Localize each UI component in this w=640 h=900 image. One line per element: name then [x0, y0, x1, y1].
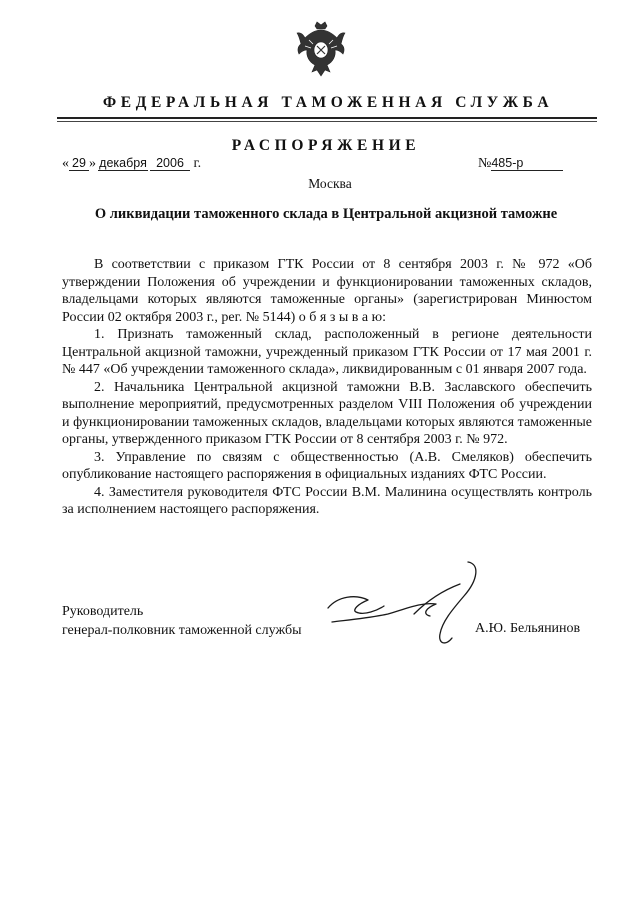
- signatory-title: [62, 602, 301, 640]
- body-paragraph-item-2: 2. Начальника Центральной акцизной таможни В.В. Заславского обеспечить выполнение мероприятий, предусмотренных разделом VIII Положения об учреждении и функционировании таможенных складов, владельцами которых являются таможенные органы, утвержденного приказом ГТК России от 8 сентября 2003 г. № 972.: [62, 379, 592, 447]
- header-rule-thin: [57, 121, 597, 122]
- signatory-title-line-1: Руководитель: [62, 604, 144, 619]
- date-month: декабря: [99, 156, 147, 170]
- signatory-title-line-2: генерал-полковник таможенной службы: [62, 623, 302, 638]
- date-year: 2006: [150, 156, 190, 171]
- date-close-quote: »: [89, 156, 96, 171]
- document-title: О ликвидации таможенного склада в Центральной акцизной таможне: [94, 206, 558, 222]
- document-type: РАСПОРЯЖЕНИЕ: [231, 137, 421, 154]
- issue-city: Москва: [308, 176, 352, 191]
- date-open-quote: «: [62, 156, 69, 171]
- number-value: 485-р: [491, 156, 563, 171]
- body-paragraph-item-3: 3. Управление по связям с общественностью (А.В. Смеляков) обеспечить опубликование настоящего распоряжения в официальных изданиях ФТС России.: [62, 449, 592, 482]
- agency-name: ФЕДЕРАЛЬНАЯ ТАМОЖЕННАЯ СЛУЖБА: [102, 94, 554, 111]
- body-paragraph-item-1: 1. Признать таможенный склад, расположенный в регионе деятельности Центральной акцизной таможни, учрежденный приказом ГТК России от 17 мая 2001 г. № 447 «Об учреждении таможенного склада», ликвидированным с 01 января 2007 года.: [62, 327, 592, 377]
- document-body: [62, 256, 592, 519]
- number-prefix: №: [478, 156, 492, 171]
- signatory-name: А.Ю. Бельянинов: [475, 621, 581, 636]
- document-date: [62, 156, 201, 172]
- double-headed-eagle-emblem-icon: [295, 20, 347, 80]
- date-day: 29: [69, 156, 89, 171]
- body-paragraph-item-4: 4. Заместителя руководителя ФТС России В.М. Малинина осуществлять контроль за исполнением настоящего распоряжения.: [62, 484, 592, 517]
- document-number: [478, 156, 563, 172]
- header-rule-thick: [57, 117, 597, 119]
- date-suffix: г.: [193, 156, 202, 171]
- body-paragraph-preamble: В соответствии с приказом ГТК России от 8 сентября 2003 г. № 972 «Об утверждении Положения об учреждении и функционировании таможенных складов, владельцами которых являются таможенные органы» (зарегистрирован Минюстом России 02 октября 2003 г., рег. № 5144) о б я з ы в а ю:: [62, 257, 592, 325]
